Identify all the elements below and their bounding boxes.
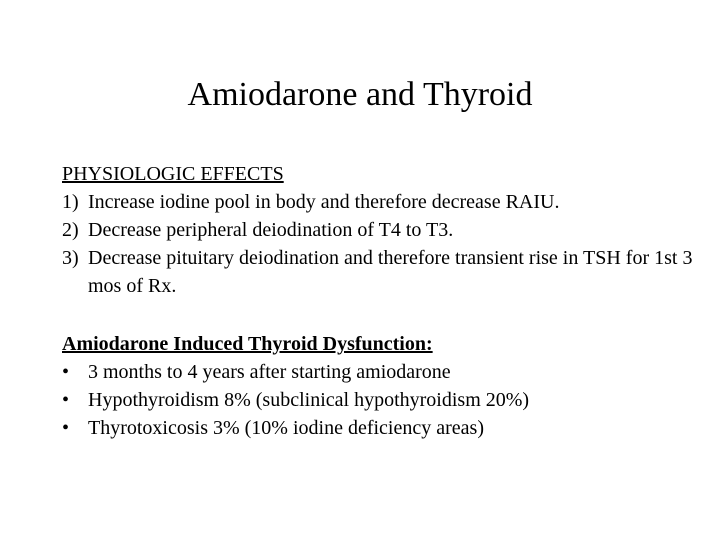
numbered-item-3	[62, 244, 702, 300]
item-text: Decrease pituitary deiodination and therefore transient rise in TSH for 1st 3 mos of Rx.	[88, 247, 693, 297]
bullet-item-3	[62, 414, 702, 442]
numbered-item-2	[62, 216, 702, 244]
bullet-text: Thyrotoxicosis 3% (10% iodine deficiency areas)	[88, 417, 484, 439]
bullet-text: Hypothyroidism 8% (subclinical hypothyroidism 20%)	[88, 389, 530, 411]
numbered-item-1	[62, 188, 702, 216]
bullet-icon: •	[62, 389, 70, 411]
item-number: 1)	[62, 191, 79, 213]
item-number: 2)	[62, 219, 79, 241]
item-text: Increase iodine pool in body and therefore decrease RAIU.	[88, 191, 560, 213]
physiologic-effects-heading: PHYSIOLOGIC EFFECTS	[62, 163, 284, 185]
bullet-item-1	[62, 358, 702, 386]
bullet-text: 3 months to 4 years after starting amiodarone	[88, 361, 451, 383]
bullet-icon: •	[62, 361, 70, 383]
bullet-icon: •	[62, 417, 70, 439]
slide-title: Amiodarone and Thyroid	[187, 76, 533, 113]
slide-body	[62, 160, 702, 442]
bullet-item-2	[62, 386, 702, 414]
section-spacer	[62, 300, 702, 330]
dysfunction-heading: Amiodarone Induced Thyroid Dysfunction:	[62, 333, 433, 355]
item-number: 3)	[62, 247, 79, 269]
item-text: Decrease peripheral deiodination of T4 to T3.	[88, 219, 454, 241]
